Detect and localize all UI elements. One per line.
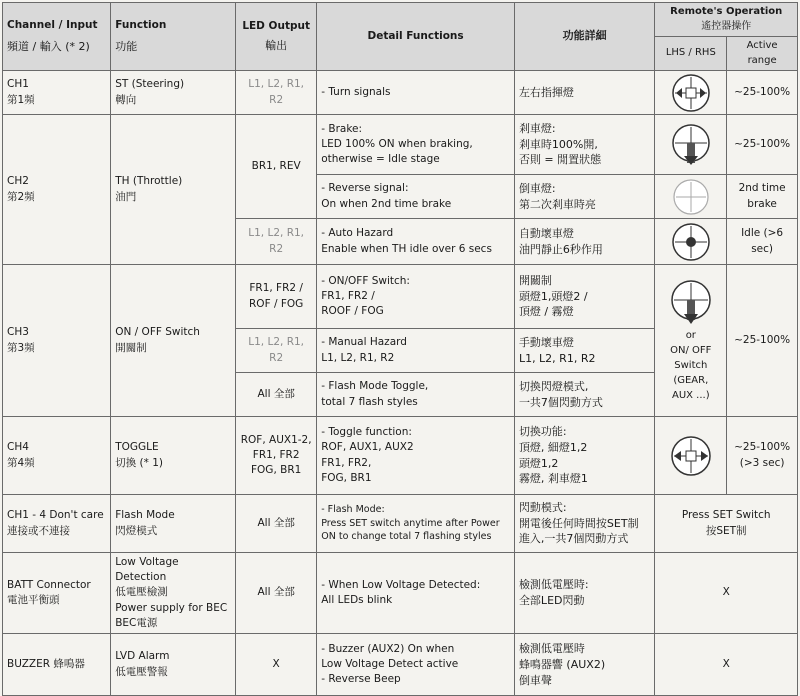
ch14-detail-en: - Flash Mode: Press SET switch anytime after Power ON to change total 7 flashing styles: [317, 495, 515, 553]
header-function-en: Function: [115, 18, 167, 31]
header-led-en: LED Output: [242, 19, 310, 32]
ch2-led-brake: BR1, REV: [236, 115, 317, 219]
header-remote-en: Remote's Operation: [670, 6, 783, 17]
ch2-led-hazard: L1, L2, R1, R2: [236, 219, 317, 265]
header-active-range: Active range: [727, 37, 798, 71]
ch2-brake-stick-cell: [655, 115, 727, 175]
header-channel-cn: 頻道 / 輸入 (* 2): [7, 40, 90, 54]
ch1-detail-cn: 左右指揮燈: [514, 71, 654, 115]
ch1-function: ST (Steering) 轉向: [111, 71, 236, 115]
batt-channel: BATT Connector 電池平衡頭: [3, 553, 111, 634]
ch14-led: All 全部: [236, 495, 317, 553]
row-buzzer: [3, 634, 798, 696]
ch2-reverse-stick-cell: [655, 175, 727, 219]
buzzer-detail-en: - Buzzer (AUX2) On when Low Voltage Detect active - Reverse Beep: [317, 634, 515, 696]
header-remote: [655, 3, 798, 37]
transmitter-stick-down-icon: [668, 123, 714, 167]
row-batt: [3, 553, 798, 634]
ch3-led-switch: FR1, FR2 / ROF / FOG: [236, 265, 317, 329]
ch3-hazard-detail-en: - Manual Hazard L1, L2, R1, R2: [317, 329, 515, 373]
ch2-hazard-stick-cell: [655, 219, 727, 265]
ch4-active: ~25-100% (>3 sec): [727, 417, 798, 495]
ch3-led-hazard: L1, L2, R1, R2: [236, 329, 317, 373]
buzzer-channel: BUZZER 蜂鳴器: [3, 634, 111, 696]
ch3-hazard-detail-cn: 手動壞車燈 L1, L2, R1, R2: [514, 329, 654, 373]
ch3-switch-note: or ON/ OFF Switch (GEAR, AUX ...): [670, 330, 712, 401]
transmitter-stick-left-right-icon: [668, 434, 714, 478]
header-led-cn: 輸出: [265, 39, 288, 53]
ch1-channel: CH1 第1頻: [3, 71, 111, 115]
channel-function-table: [2, 2, 798, 696]
ch3-switch-detail-cn: 開關制 頭燈1,頭燈2 / 頂燈 / 霧燈: [514, 265, 654, 329]
ch3-switch-detail-en: - ON/OFF Switch: FR1, FR2 / ROOF / FOG: [317, 265, 515, 329]
row-ch1-4: [3, 495, 798, 553]
header-detail-en: Detail Functions: [317, 3, 515, 71]
ch2-reverse-active: 2nd time brake: [727, 175, 798, 219]
ch3-channel: CH3 第3頻: [3, 265, 111, 417]
ch2-brake-detail-cn: 剎車燈: 剎車時100%開, 否則 = 閒置狀態: [514, 115, 654, 175]
header-detail-cn: 功能詳細: [514, 3, 654, 71]
ch2-hazard-detail-en: - Auto Hazard Enable when TH idle over 6 secs: [317, 219, 515, 265]
transmitter-stick-up-icon: [668, 177, 714, 217]
ch1-active: ~25-100%: [727, 71, 798, 115]
row-ch2-brake: [3, 115, 798, 175]
ch1-stick-cell: [655, 71, 727, 115]
ch14-detail-cn: 閃動模式: 開電後任何時間按SET制 進入,一共7個閃動方式: [514, 495, 654, 553]
header-row: [3, 3, 798, 37]
ch14-remote: Press SET Switch 按SET制: [655, 495, 798, 553]
ch2-hazard-active: Idle (>6 sec): [727, 219, 798, 265]
ch3-stick-cell: [655, 265, 727, 417]
header-channel: [3, 3, 111, 71]
ch3-flash-detail-en: - Flash Mode Toggle, total 7 flash styles: [317, 373, 515, 417]
ch4-detail-en: - Toggle function: ROF, AUX1, AUX2 FR1, FR2, FOG, BR1: [317, 417, 515, 495]
transmitter-stick-left-right-icon: [668, 73, 714, 113]
ch2-channel: CH2 第2頻: [3, 115, 111, 265]
ch3-flash-detail-cn: 切換閃燈模式, 一共7個閃動方式: [514, 373, 654, 417]
ch14-function: Flash Mode 閃燈模式: [111, 495, 236, 553]
ch3-function: ON / OFF Switch 開關制: [111, 265, 236, 417]
ch2-reverse-detail-en: - Reverse signal: On when 2nd time brake: [317, 175, 515, 219]
buzzer-led: X: [236, 634, 317, 696]
ch4-channel: CH4 第4頻: [3, 417, 111, 495]
header-led: [236, 3, 317, 71]
transmitter-stick-center-icon: [668, 222, 714, 262]
ch1-detail-en: - Turn signals: [317, 71, 515, 115]
batt-led: All 全部: [236, 553, 317, 634]
ch1-led: L1, L2, R1, R2: [236, 71, 317, 115]
batt-detail-cn: 檢測低電壓時: 全部LED閃動: [514, 553, 654, 634]
row-ch1: [3, 71, 798, 115]
ch4-led: ROF, AUX1-2, FR1, FR2 FOG, BR1: [236, 417, 317, 495]
ch4-detail-cn: 切換功能: 頂燈, 細燈1,2 頭燈1,2 霧燈, 剎車燈1: [514, 417, 654, 495]
row-ch3-switch: [3, 265, 798, 329]
batt-detail-en: - When Low Voltage Detected: All LEDs blink: [317, 553, 515, 634]
header-function: [111, 3, 236, 71]
ch2-hazard-detail-cn: 自動壞車燈 油門靜止6秒作用: [514, 219, 654, 265]
transmitter-stick-down-icon: [668, 278, 714, 328]
buzzer-remote: X: [655, 634, 798, 696]
header-function-cn: 功能: [115, 40, 138, 54]
ch4-stick-cell: [655, 417, 727, 495]
ch2-brake-active: ~25-100%: [727, 115, 798, 175]
ch3-active: ~25-100%: [727, 265, 798, 417]
row-ch4: [3, 417, 798, 495]
header-channel-en: Channel / Input: [7, 18, 98, 31]
ch14-channel: CH1 - 4 Don't care 連接或不連接: [3, 495, 111, 553]
header-remote-cn: 遙控器操作: [701, 20, 752, 32]
ch2-brake-detail-en: - Brake: LED 100% ON when braking, otherwise = Idle stage: [317, 115, 515, 175]
batt-remote: X: [655, 553, 798, 634]
ch2-function: TH (Throttle) 油門: [111, 115, 236, 265]
batt-function: Low Voltage Detection 低電壓檢測 Power supply for BEC BEC電源: [111, 553, 236, 634]
ch3-led-flash: All 全部: [236, 373, 317, 417]
buzzer-detail-cn: 檢測低電壓時 蜂鳴器響 (AUX2) 倒車聲: [514, 634, 654, 696]
header-lhs-rhs: LHS / RHS: [655, 37, 727, 71]
buzzer-function: LVD Alarm 低電壓警報: [111, 634, 236, 696]
ch2-reverse-detail-cn: 倒車燈: 第二次剎車時亮: [514, 175, 654, 219]
ch4-function: TOGGLE 切換 (* 1): [111, 417, 236, 495]
